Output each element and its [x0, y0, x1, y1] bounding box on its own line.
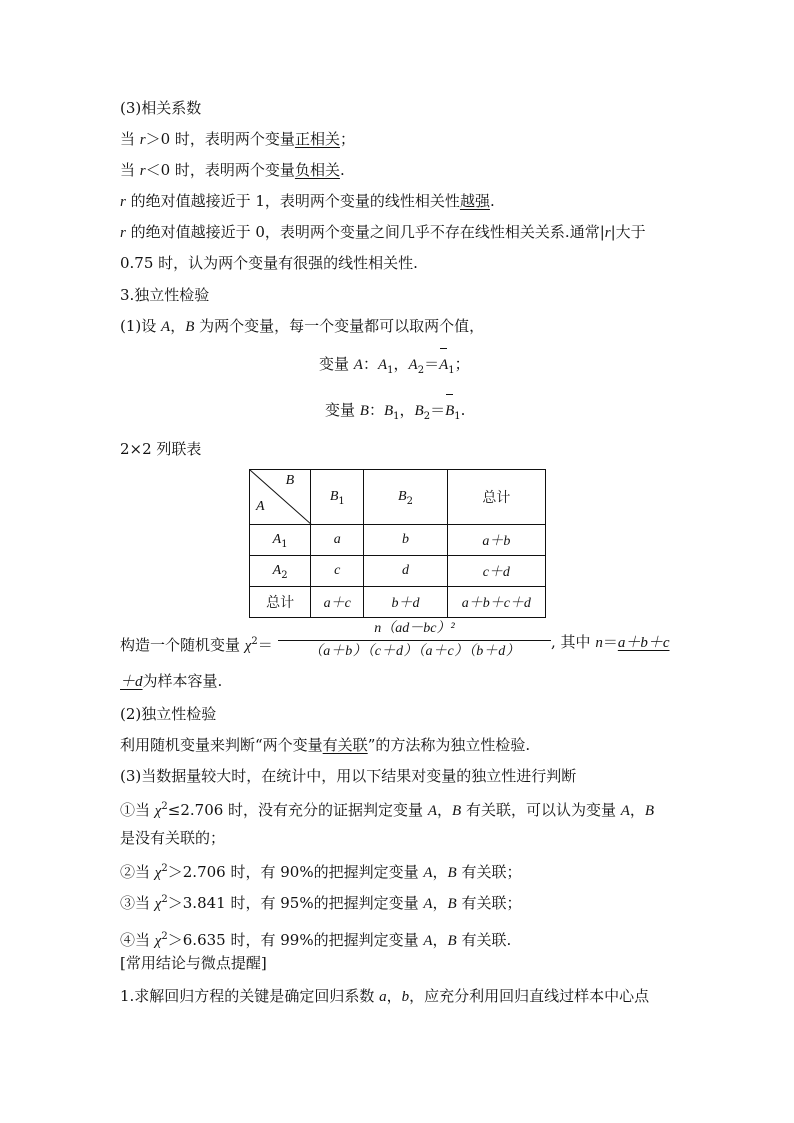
- row-header-total: 总计: [250, 587, 311, 618]
- table-row: [250, 525, 546, 556]
- table-cell: a＋c: [311, 587, 364, 618]
- header-total: 总计: [447, 470, 545, 525]
- chi-square-sample-size-cont: ＋d为样本容量.: [120, 672, 223, 690]
- chi-square-sample-size: , 其中 n＝a＋b＋c: [551, 633, 670, 651]
- positive-correlation-term: 正相关: [294, 130, 340, 148]
- chi-square-fraction: [278, 620, 551, 661]
- negative-correlation-line: 当 r＜0 时，表明两个变量负相关.: [120, 161, 345, 179]
- tip-1: 1.求解回归方程的关键是确定回归系数 a，b，应充分利用回归直线过样本中心点: [120, 987, 650, 1005]
- fraction-denominator: （a＋b）（c＋d）（a＋c）（b＋d）: [308, 644, 521, 659]
- corner-label-a: A: [256, 499, 265, 514]
- fraction-bar: [278, 640, 551, 641]
- table-cell: a＋b: [447, 525, 545, 556]
- row-header-a1: $A_1$: [250, 525, 311, 556]
- independence-test-definition: 利用随机变量来判断“两个变量有关联”的方法称为独立性检验.: [120, 736, 531, 754]
- criterion-4: ④当 $\chi^2>6.635$ 时，有 99%的把握判定变量 A，B 有关联.: [120, 931, 512, 949]
- abs-near-zero-line: r 的绝对值越接近于 0，表明两个变量之间几乎不存在线性相关关系.通常|r|大于: [120, 223, 646, 241]
- heading-independence-test: 3.独立性检验: [120, 286, 210, 304]
- contingency-table: [249, 469, 546, 618]
- negative-correlation-term: 负相关: [294, 161, 340, 179]
- paragraph-define-variables: (1)设 A，B 为两个变量，每一个变量都可以取两个值，: [120, 317, 485, 335]
- abs-near-zero-cont: 0.75 时，认为两个变量有很强的线性相关性.: [120, 254, 418, 272]
- independence-test-heading: (2)独立性检验: [120, 705, 217, 723]
- tips-heading: [常用结论与微点提醒]: [120, 954, 267, 972]
- variable-a-formula: 变量 A：$A_1$，$A_2=A_1$；: [319, 355, 470, 376]
- table-cell: c: [311, 556, 364, 587]
- table-cell: a＋b＋c＋d: [447, 587, 545, 618]
- criterion-1: ①当 $\chi^2\le 2.706$ 时，没有充分的证据判定变量 A，B 有关联，可以认为变量 A，B: [120, 801, 655, 819]
- large-data-criteria: (3)当数据量较大时，在统计中，用以下结果对变量的独立性进行判断: [120, 767, 577, 785]
- table-cell: b: [364, 525, 447, 556]
- corner-label-b: B: [285, 473, 295, 488]
- criterion-1-cont: 是没有关联的；: [120, 829, 226, 847]
- table-caption: 2×2 列联表: [120, 440, 202, 458]
- chi-square-intro: 构造一个随机变量 $\chi^2=$: [120, 636, 273, 654]
- variable-b-formula: 变量 B：$B_1$，$B_2=B_1$.: [325, 401, 466, 422]
- table-cell: b＋d: [364, 587, 447, 618]
- table-row: [250, 587, 546, 618]
- table-row: [250, 556, 546, 587]
- fraction-numerator: n（ad－bc）²: [374, 621, 455, 636]
- table-cell: a: [311, 525, 364, 556]
- abs-near-one-line: r 的绝对值越接近于 1，表明两个变量的线性相关性越强.: [120, 192, 495, 210]
- criterion-2: ②当 $\chi^2>2.706$ 时，有 90%的把握判定变量 A，B 有关联；: [120, 863, 522, 881]
- table-corner-cell: [250, 470, 311, 525]
- header-b2: $B_2$: [364, 470, 447, 525]
- diagonal-line: [250, 470, 312, 525]
- table-cell: c＋d: [447, 556, 545, 587]
- table-header-row: [250, 470, 546, 525]
- row-header-a2: $A_2$: [250, 556, 311, 587]
- criterion-3: ③当 $\chi^2>3.841$ 时，有 95%的把握判定变量 A，B 有关联；: [120, 894, 522, 912]
- table-cell: d: [364, 556, 447, 587]
- positive-correlation-line: 当 r＞0 时，表明两个变量正相关；: [120, 130, 355, 148]
- section-title-correlation: (3)相关系数: [120, 99, 202, 117]
- header-b1: $B_1$: [311, 470, 364, 525]
